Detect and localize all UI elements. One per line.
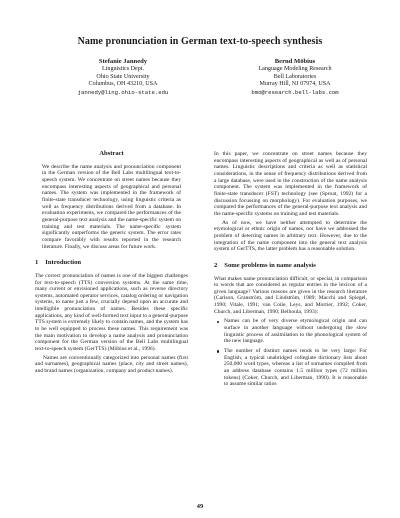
author-affiliation-line: Language Modeling Research — [258, 65, 332, 72]
abstract-heading: Abstract — [99, 150, 124, 157]
abstract-text: We describe the name analysis and pronunciation component in the German version of the Bell Labs multilingual text-to-speech system. We concentrate on street names because they encompass interesting aspects of geographical and personal names. The system was implemented in the framework of finite-state transducer technology, using linguistic criteria as well as frequency distributions derived from a database. In evaluation experiments, we compared the performances of the general-purpose text analysis and the name-specific system on training and test materials. The name-specific system significantly outperforms the generic system. The error rates compare favorably with results reported in the research literature. Finally, we discuss areas for future work. — [42, 163, 181, 250]
list-item-text: The number of distinct names tends to be very large: For English, a typical unabridged collegiate dictionary lists about 250,000 word types, whereas a list of surnames compiled from an address database contains 1.5 million types (72 million tokens) (Coker, Church, and Liberman, 1990). It is reasonable to assume similar ratios — [224, 348, 367, 388]
right-column — [214, 151, 367, 391]
left-column — [35, 151, 188, 377]
author-affiliation-line: Murray Hill, NJ 07974, USA — [259, 81, 331, 88]
body-paragraph: The correct pronunciation of names is one of the biggest challenges for text-to-speech (TTS) conversion systems. At the same time, many current or envisioned applications, such as reverse directory systems, automated operator services, catalog ordering or navigation systems, to name just a few, crucially depend upon an accurate and intelligible pronunciation of names. Besides these specific applications, any kind of well-formed text input to a general-purpose TTS system is extremely likely to contain names, and the system has to be well equipped to process these names. This requirement was the main motivation to develop a name analysis and pronunciation component for the German version of the Bell Labs multilingual text-to-speech system (GerTTS) (Möbius et al., 1996). — [35, 272, 188, 353]
author-block-jannedy — [48, 58, 198, 97]
list-item-text: Names can be of very diverse etymological origin and can surface in another language without undergoing the slow linguistic process of assimilation to the phonological system of the new language. — [224, 318, 367, 345]
body-paragraph: As of now, we have neither attempted to determine the etymological or ethnic origin of names, nor have we addressed the problem of detecting names in arbitrary text. However, due to the integration of the name component into the general text analysis system of GerTTS, the latter problem has a reasonable solution. — [214, 219, 367, 253]
author-block-moebius — [220, 58, 370, 97]
author-email: bmo@research.bell-labs.com — [251, 89, 339, 97]
bullet-list — [214, 318, 367, 388]
section-number: 1 — [35, 259, 39, 267]
list-item — [214, 318, 367, 345]
body-paragraph: Names are conventionally categorized into personal names (first and surnames), geographical names (place, city and street names), and brand names (organization, company and product names). — [35, 354, 188, 375]
section-heading-introduction — [35, 260, 188, 267]
bullet-dot-icon — [217, 321, 219, 323]
author-name: Stefanie Jannedy — [98, 58, 148, 65]
author-name: Bernd Möbius — [274, 58, 316, 65]
section-title: Introduction — [45, 259, 82, 267]
bullet-dot-icon — [217, 350, 219, 352]
author-affiliation-line: Bell Laboratories — [273, 73, 317, 80]
page-number: 49 — [196, 503, 204, 510]
section-number: 2 — [214, 261, 218, 269]
body-paragraph: What makes name pronunciation difficult, or special, in comparison to words that are considered as regular entries in the lexicon of a given language? Various reasons are given in the research literature (Carlson, Granström, and Lindström, 1989; Macchi and Spiegel, 1990; Vitale, 1991; van Coile, Leys, and Mortier, 1992; Coker, Church, and Liberman, 1990; Belhoula, 1993): — [214, 275, 367, 315]
paper-title: Name pronunciation in German text-to-speech synthesis — [77, 36, 323, 47]
section-heading-problems — [214, 263, 367, 270]
author-affiliation-line: Ohio State University — [96, 73, 150, 80]
body-paragraph: In this paper, we concentrate on street names because they encompass interesting aspects of geographical as well as of personal names. Linguistic descriptions and criteria as well as statistical considerations, in the sense of frequency distributions derived from a large database, were used in the construction of the name analysis component. The system was implemented in the framework of finite-state transducer (FST) technology (see (Sproat, 1992) for a discussion focussing on morphology). For evaluation purposes, we compared the performances of the general-purpose text analysis and the name-specific systems on training and test materials. — [214, 151, 367, 217]
section-title: Some problems in name analysis — [224, 261, 316, 269]
author-affiliation-line: Linguistics Dept. — [102, 65, 144, 72]
author-affiliation-line: Columbus, OH 43210, USA — [88, 81, 158, 88]
list-item — [214, 348, 367, 388]
author-email: jannedy@ling.ohio-state.edu — [77, 89, 169, 97]
